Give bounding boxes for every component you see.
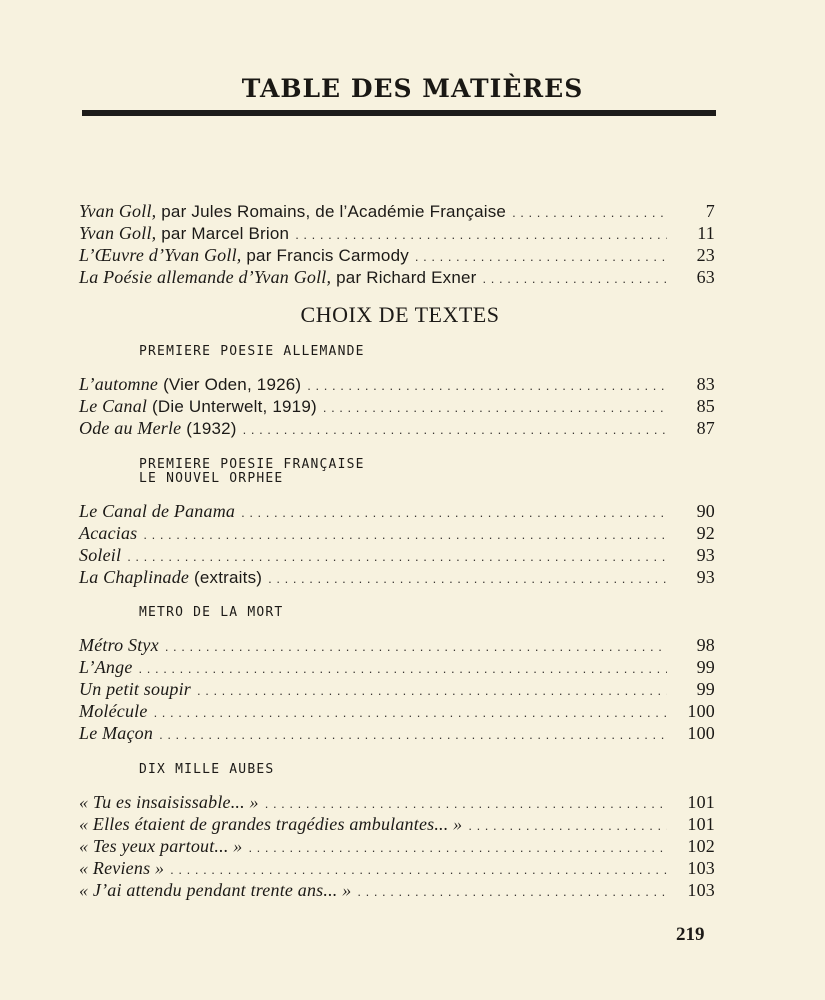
entry-rest: (Die Unterwelt, 1919) (147, 397, 317, 416)
entry-title (79, 244, 409, 267)
entry-title (79, 857, 164, 880)
toc-entry (79, 395, 715, 417)
dot-leader (307, 375, 667, 397)
dot-leader (154, 702, 667, 724)
toc-entry (79, 722, 715, 744)
entry-page: 100 (687, 701, 715, 721)
entry-italic: Ode au Merle (79, 418, 182, 438)
dot-leader (243, 419, 667, 441)
subsection-heading: DIX MILLE AUBES (139, 762, 275, 777)
toc-entry (79, 835, 715, 857)
entry-italic: L’Œuvre d’Yvan Goll, (79, 245, 242, 265)
entry-italic: Molécule (79, 701, 148, 721)
entry-page: 87 (696, 418, 715, 438)
entry-italic: Un petit soupir (79, 679, 192, 699)
subsection-heading: LE NOUVEL ORPHEE (139, 471, 284, 486)
dot-leader (241, 502, 667, 524)
entry-italic: « Tes yeux partout... » (79, 836, 243, 856)
entry-italic: L’Ange (79, 657, 133, 677)
entry-italic: « Tu es insaisissable... » (79, 792, 259, 812)
toc-entry (79, 500, 715, 522)
dot-leader (159, 724, 667, 746)
subsection-heading: METRO DE LA MORT (139, 605, 284, 620)
entry-page: 102 (687, 836, 715, 856)
entry-title (79, 500, 235, 523)
toc-entry (79, 373, 715, 395)
dot-leader (127, 546, 667, 568)
entry-italic: Métro Styx (79, 635, 159, 655)
entry-page: 85 (696, 396, 715, 416)
title-rule (82, 110, 716, 116)
subsection-heading: PREMIERE POESIE FRANÇAISE (139, 457, 365, 472)
entry-italic: Le Canal de Panama (79, 501, 236, 521)
dot-leader (165, 636, 667, 658)
entry-title (79, 200, 506, 223)
dot-leader (139, 658, 667, 680)
entry-title (79, 395, 317, 418)
entry-title (79, 700, 148, 723)
entry-rest: par Marcel Brion (156, 224, 290, 243)
entry-title (79, 417, 237, 440)
dot-leader (415, 246, 667, 268)
entry-italic: Soleil (79, 545, 122, 565)
entry-title (79, 222, 289, 245)
dot-leader (143, 524, 667, 546)
entry-title (79, 722, 153, 745)
entry-title (79, 566, 262, 589)
dot-leader (357, 881, 667, 903)
toc-entry (79, 566, 715, 588)
toc-entry (79, 634, 715, 656)
dot-leader (323, 397, 667, 419)
toc-entry (79, 222, 715, 244)
section-heading: CHOIX DE TEXTES (300, 302, 500, 327)
entry-rest: (Vier Oden, 1926) (158, 375, 302, 394)
entry-rest: (1932) (181, 419, 237, 438)
entry-page: 93 (696, 567, 715, 587)
entry-page: 63 (696, 267, 715, 287)
entry-page: 99 (696, 679, 715, 699)
entry-italic: Le Canal (79, 396, 148, 416)
toc-entry (79, 244, 715, 266)
toc-entry (79, 879, 715, 901)
page-folio: 219 (676, 924, 705, 945)
entry-page: 90 (696, 501, 715, 521)
entry-italic: Yvan Goll, (79, 201, 157, 221)
entry-title (79, 373, 301, 396)
dot-leader (248, 837, 667, 859)
entry-page: 101 (687, 792, 715, 812)
page-title: TABLE DES MATIÈRES (241, 74, 584, 103)
entry-page: 7 (705, 201, 715, 221)
toc-entry (79, 266, 715, 288)
entry-page: 103 (687, 858, 715, 878)
entry-italic: « J’ai attendu pendant trente ans... » (79, 880, 352, 900)
entry-title (79, 544, 121, 567)
entry-rest: par Jules Romains, de l’Académie Française (156, 202, 507, 221)
entry-page: 101 (687, 814, 715, 834)
toc-entry (79, 417, 715, 439)
entry-italic: L’automne (79, 374, 159, 394)
entry-page: 11 (697, 223, 715, 243)
toc-entry (79, 544, 715, 566)
entry-italic: « Elles étaient de grandes tragédies ambulantes... » (79, 814, 463, 834)
entry-italic: « Reviens » (79, 858, 165, 878)
subsection-heading: PREMIERE POESIE ALLEMANDE (139, 344, 365, 359)
entry-italic: Le Maçon (79, 723, 154, 743)
entry-title (79, 678, 191, 701)
entry-page: 99 (696, 657, 715, 677)
entry-title (79, 656, 133, 679)
entry-title (79, 266, 477, 289)
entry-page: 23 (696, 245, 715, 265)
dot-leader (468, 815, 667, 837)
entry-page: 100 (687, 723, 715, 743)
entry-italic: Acacias (79, 523, 138, 543)
dot-leader (265, 793, 667, 815)
entry-title (79, 835, 242, 858)
dot-leader (268, 568, 667, 590)
entry-rest: (extraits) (189, 568, 263, 587)
toc-entry (79, 522, 715, 544)
toc-entry (79, 656, 715, 678)
entry-page: 98 (696, 635, 715, 655)
toc-entry (79, 791, 715, 813)
dot-leader (512, 202, 667, 224)
dot-leader (197, 680, 667, 702)
entry-italic: La Poésie allemande d’Yvan Goll, (79, 267, 332, 287)
entry-italic: Yvan Goll, (79, 223, 157, 243)
entry-page: 92 (696, 523, 715, 543)
entry-rest: par Francis Carmody (241, 246, 409, 265)
entry-title (79, 879, 351, 902)
entry-title (79, 791, 259, 814)
toc-entry (79, 700, 715, 722)
dot-leader (295, 224, 667, 246)
toc-entry (79, 813, 715, 835)
entry-title (79, 634, 159, 657)
entry-page: 103 (687, 880, 715, 900)
toc-entry (79, 857, 715, 879)
entry-page: 93 (696, 545, 715, 565)
entry-rest: par Richard Exner (331, 268, 477, 287)
toc-entry (79, 200, 715, 222)
entry-title (79, 522, 137, 545)
entry-page: 83 (696, 374, 715, 394)
dot-leader (170, 859, 667, 881)
entry-italic: La Chaplinade (79, 567, 190, 587)
entry-title (79, 813, 462, 836)
toc-entry (79, 678, 715, 700)
dot-leader (483, 268, 667, 290)
